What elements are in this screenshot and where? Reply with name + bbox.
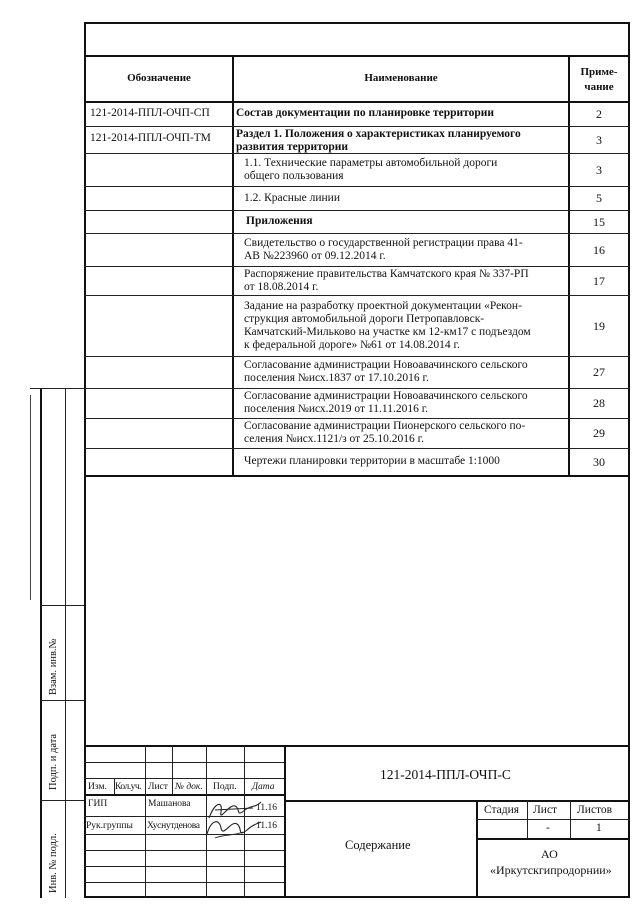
row-code: 121-2014-ППЛ-ОЧП-СП (90, 107, 210, 119)
row-name-line: Раздел 1. Положения о характеристиках планируемого (236, 128, 521, 140)
row-name-line: Состав документации по планировке территории (236, 107, 495, 119)
row-name-line: струкция автомобильной дороги Петропавловск- (244, 313, 485, 325)
row-name-line: общего пользования (244, 170, 344, 182)
side-vzam-label: Взам. инв.№ (48, 638, 59, 695)
tb-date-ruk: 11.16 (256, 821, 278, 831)
binding-mark (30, 395, 34, 600)
tb-col-izm: Изм. (88, 782, 107, 792)
row-page: 3 (596, 133, 602, 147)
row-name-line: от 18.08.2014 г. (244, 281, 319, 293)
row-page: 3 (596, 163, 602, 177)
row-page: 17 (593, 274, 605, 288)
row-name-line: поселения №исх.2019 от 11.11.2016 г. (244, 403, 428, 415)
row-name-line: Камчатский-Мильково на участке км 12-км17 с подъездом (244, 326, 531, 338)
header-name: Наименование (364, 72, 438, 84)
side-podp-label: Подп. и дата (48, 733, 59, 790)
row-page: 30 (593, 455, 605, 469)
binding-line-inner (65, 388, 66, 898)
row-name-line: развития территории (236, 141, 349, 153)
tb-role-ruk: Рук.группы (86, 821, 133, 831)
row-name-line: Распоряжение правительства Камчатского края № 337-РП (244, 268, 529, 280)
doc-title: Содержание (345, 838, 411, 852)
row-code: 121-2014-ППЛ-ОЧП-ТМ (90, 132, 211, 144)
org-line-2: «Иркутскгипродорнии» (490, 863, 612, 877)
row-name-line: Приложения (246, 215, 313, 227)
row-name-line: Согласование администрации Новоавачинского сельского (244, 390, 528, 402)
tb-stadiya: Стадия (484, 804, 520, 816)
tb-list: Лист (533, 804, 558, 816)
row-name-line: 1.2. Красные линии (244, 192, 340, 204)
tb-listov-value: 1 (596, 822, 602, 834)
tb-listov: Листов (577, 804, 613, 816)
tb-list-value: - (546, 822, 550, 834)
row-name-line: поселения №исх.1837 от 17.10.2016 г. (244, 372, 429, 384)
org-line-1: АО (541, 847, 558, 861)
binding-line (40, 388, 42, 898)
row-name-line: АВ №223960 от 09.12.2014 г. (244, 250, 386, 262)
side-inv-label: Инв. № подл. (48, 833, 59, 893)
row-name-line: Согласование администрации Новоавачинского сельского (244, 359, 528, 371)
tb-col-podp: Подп. (213, 782, 237, 792)
row-name-line: 1.1. Технические параметры автомобильной дороги (244, 157, 498, 169)
tb-role-gip: ГИП (88, 799, 108, 809)
header-note-2: чание (584, 81, 614, 93)
header-code: Обозначение (127, 72, 191, 84)
row-page: 28 (593, 396, 605, 410)
header-note-1: Приме- (580, 66, 618, 78)
row-name-line: Задание на разработку проектной документации «Рекон- (244, 300, 522, 312)
row-page: 2 (596, 107, 602, 121)
doc-code: 121-2014-ППЛ-ОЧП-С (380, 767, 511, 782)
row-name-line: Свидетельство о государственной регистрации права 41- (244, 237, 523, 249)
tb-name-gip: Машанова (148, 799, 191, 809)
row-name-line: Чертежи планировки территории в масштабе 1:1000 (244, 455, 500, 467)
row-name-line: Согласование администрации Пионерского сельского по- (244, 420, 526, 432)
tb-name-ruk: Хуснутденова (147, 821, 200, 831)
row-page: 29 (593, 426, 605, 440)
row-page: 16 (593, 243, 605, 257)
row-name-line: селения №исх.1121/з от 25.10.2016 г. (244, 433, 424, 445)
tb-col-list: Лист (148, 782, 168, 792)
tb-col-kol: Кол.уч. (115, 782, 142, 792)
row-page: 27 (593, 365, 605, 379)
row-page: 5 (596, 191, 602, 205)
tb-col-ndok: № док. (175, 782, 203, 792)
row-page: 19 (593, 319, 605, 333)
tb-date-gip: 11.16 (256, 803, 278, 813)
row-name-line: к федеральной дороге» №61 от 14.08.2014 г. (244, 339, 460, 351)
signature-ruk-icon (203, 814, 265, 842)
tb-col-data: Дата (252, 782, 275, 792)
row-page: 15 (593, 215, 605, 229)
